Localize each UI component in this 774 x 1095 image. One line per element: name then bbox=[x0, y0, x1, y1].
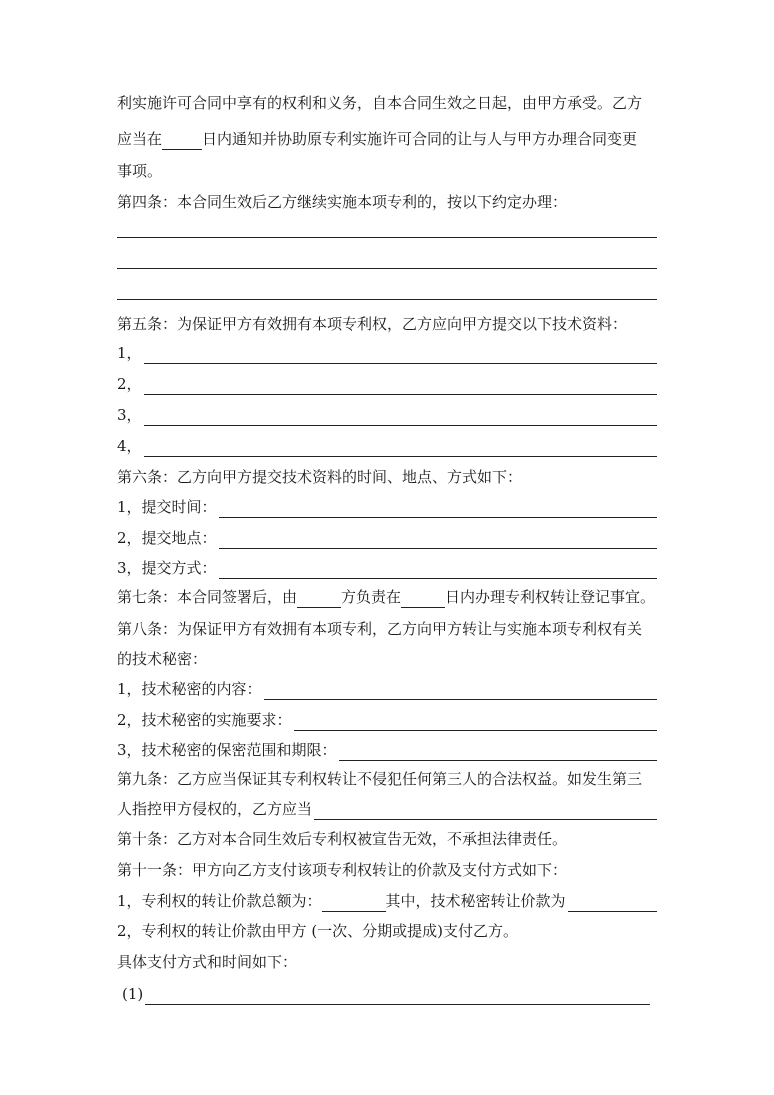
secret-price-blank[interactable] bbox=[568, 895, 657, 912]
article-4-heading: 第四条：本合同生效后乙方继续实施本项专利的，按以下约定办理： bbox=[117, 193, 568, 211]
days-blank[interactable] bbox=[162, 133, 202, 150]
paragraph-line bbox=[117, 160, 657, 182]
art6-item-1: 1，提交时间： bbox=[117, 496, 657, 518]
party-blank[interactable] bbox=[297, 591, 341, 608]
secret-content-blank[interactable] bbox=[264, 683, 657, 700]
art4-blank-line-3[interactable] bbox=[117, 299, 657, 300]
payment-title: 具体支付方式和时间如下： bbox=[117, 953, 298, 971]
article-11-heading: 第十一条：甲方向乙方支付该项专利权转让的价款及支付方式如下： bbox=[117, 861, 568, 879]
art8-item-1: 1，技术秘密的内容： bbox=[117, 678, 657, 700]
art8-item-3: 3，技术秘密的保密范围和期限： bbox=[117, 739, 657, 761]
days-blank[interactable] bbox=[401, 591, 445, 608]
art5-item-3: 3， bbox=[117, 404, 657, 426]
liability-blank[interactable] bbox=[314, 803, 657, 820]
text: 事项。 bbox=[117, 162, 163, 180]
art8-item-2: 2，技术秘密的实施要求： bbox=[117, 709, 657, 731]
article-10: 第十条：乙方对本合同生效后专利权被宣告无效，不承担法律责任。 bbox=[117, 830, 568, 848]
art5-blank-1[interactable] bbox=[144, 347, 657, 364]
payment-blank-1[interactable] bbox=[145, 988, 650, 1005]
art5-item-2: 2， bbox=[117, 373, 657, 395]
paragraph-line bbox=[117, 128, 657, 150]
article-7: 第七条：本合同签署后，由 方负责在 日内办理专利权转让登记事宜。 bbox=[117, 588, 656, 606]
text: 日内通知并协助原专利实施许可合同的让与人与甲方办理合同变更 bbox=[202, 130, 638, 148]
submit-method-blank[interactable] bbox=[219, 562, 657, 579]
art5-blank-4[interactable] bbox=[144, 440, 657, 457]
text: 利实施许可合同中享有的权利和义务，自本合同生效之日起，由甲方承受。乙方 bbox=[117, 94, 643, 112]
submit-time-blank[interactable] bbox=[219, 501, 657, 518]
article-9-line-1: 第九条：乙方应当保证其专利权转让不侵犯任何第三人的合法权益。如发生第三 bbox=[117, 770, 643, 788]
art11-item-1: 1，专利权的转让价款总额为： 其中，技术秘密转让价款为 bbox=[117, 890, 657, 912]
text: 应当在 bbox=[117, 130, 163, 148]
article-9-line-2: 人指控甲方侵权的，乙方应当 bbox=[117, 798, 657, 820]
art5-item-1: 1， bbox=[117, 342, 657, 364]
art5-item-4: 4， bbox=[117, 435, 657, 457]
payment-item-1: (1) bbox=[122, 983, 650, 1005]
article-5-heading: 第五条：为保证甲方有效拥有本项专利权，乙方应向甲方提交以下技术资料： bbox=[117, 315, 628, 333]
art4-blank-line-2[interactable] bbox=[117, 268, 657, 269]
submit-place-blank[interactable] bbox=[219, 532, 657, 549]
art5-blank-3[interactable] bbox=[144, 409, 657, 426]
total-price-blank[interactable] bbox=[322, 895, 386, 912]
article-6-heading: 第六条：乙方向甲方提交技术资料的时间、地点、方式如下： bbox=[117, 468, 523, 486]
art4-blank-line-1[interactable] bbox=[117, 237, 657, 238]
secret-requirements-blank[interactable] bbox=[294, 714, 657, 731]
art6-item-2: 2，提交地点： bbox=[117, 527, 657, 549]
article-8-line-1: 第八条：为保证甲方有效拥有本项专利，乙方向甲方转让与实施本项专利权有关 bbox=[117, 620, 643, 638]
art6-item-3: 3，提交方式： bbox=[117, 557, 657, 579]
article-8-line-2: 的技术秘密： bbox=[117, 650, 208, 668]
art5-blank-2[interactable] bbox=[144, 378, 657, 395]
secret-scope-blank[interactable] bbox=[339, 744, 657, 761]
art11-item-2: 2，专利权的转让价款由甲方 (一次、分期或提成)支付乙方。 bbox=[117, 922, 519, 940]
paragraph-line bbox=[117, 92, 657, 114]
